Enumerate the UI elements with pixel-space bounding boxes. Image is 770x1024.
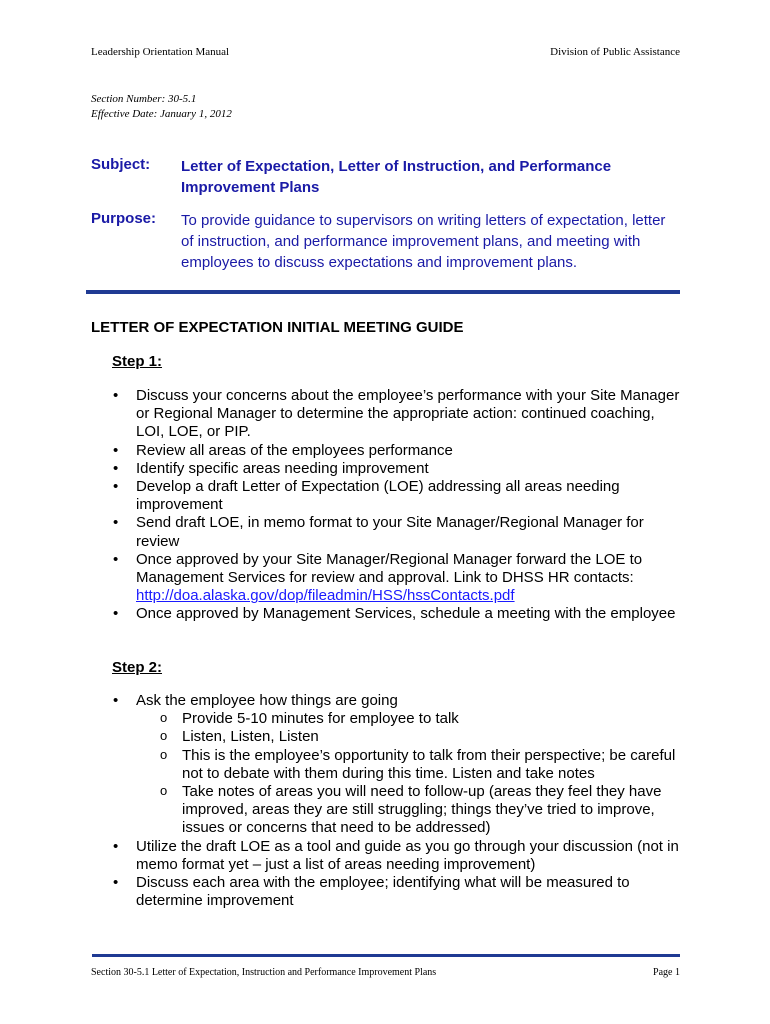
sub-list-item: o Take notes of areas you will need to follow-up (areas they feel they have improved, areas they are still struggling; things they’ve tried to improve, issues or concerns that need to be addressed) xyxy=(136,783,682,838)
list-item: • Once approved by Management Services, schedule a meeting with the employee xyxy=(112,605,682,623)
sub-list-item: o Provide 5-10 minutes for employee to talk xyxy=(136,710,682,728)
list-item-text: Ask the employee how things are going xyxy=(136,692,398,709)
purpose-value: To provide guidance to supervisors on writing letters of expectation, letter of instruction, and performance improvement plans, and meeting with employees to discuss expectations and improvement plans. xyxy=(181,212,666,271)
list-item: • Utilize the draft LOE as a tool and guide as you go through your discussion (not in memo format yet – just a list of areas needing improvement) xyxy=(112,838,682,874)
footer-divider xyxy=(92,954,680,957)
sub-list-item: o Listen, Listen, Listen xyxy=(136,728,682,746)
hr-contacts-link[interactable]: http://doa.alaska.gov/dop/fileadmin/HSS/hssContacts.pdf xyxy=(136,587,515,605)
list-item: • Review all areas of the employees performance xyxy=(112,442,682,460)
step1-list xyxy=(112,387,682,624)
footer-section-title: Section 30-5.1 Letter of Expectation, Instruction and Performance Improvement Plans xyxy=(91,967,437,978)
list-item: • Send draft LOE, in memo format to your Site Manager/Regional Manager for review xyxy=(112,514,682,550)
effective-date: Effective Date: January 1, 2012 xyxy=(91,108,232,120)
step1-title: Step 1: xyxy=(112,353,163,370)
step2-sublist xyxy=(136,710,682,837)
list-item: • Identify specific areas needing improvement xyxy=(112,460,682,478)
subject-label: Subject: xyxy=(91,156,151,173)
section-number: Section Number: 30-5.1 xyxy=(91,93,197,105)
header-division: Division of Public Assistance xyxy=(550,46,680,58)
purpose-label: Purpose: xyxy=(91,210,157,227)
sub-list-item: o This is the employee’s opportunity to talk from their perspective; be careful not to debate with them during this time. Listen and take notes xyxy=(136,747,682,783)
list-item xyxy=(112,692,682,838)
header-manual-title: Leadership Orientation Manual xyxy=(91,46,230,58)
step2-list xyxy=(112,692,682,910)
list-item: • Develop a draft Letter of Expectation (LOE) addressing all areas needing improvement xyxy=(112,478,682,514)
guide-title: LETTER OF EXPECTATION INITIAL MEETING GUIDE xyxy=(91,319,464,336)
list-item-text: Once approved by your Site Manager/Regional Manager forward the LOE to Management Services for review and approval. Link to DHSS HR contacts: xyxy=(136,550,643,587)
list-item: • Discuss each area with the employee; identifying what will be measured to determine improvement xyxy=(112,874,682,910)
step2-title: Step 2: xyxy=(112,659,163,676)
section-divider xyxy=(86,290,680,294)
list-item: • Discuss your concerns about the employee’s performance with your Site Manager or Regional Manager to determine the appropriate action: continued coaching, LOI, LOE, or PIP. xyxy=(112,387,682,442)
list-item xyxy=(112,551,682,606)
subject-value: Letter of Expectation, Letter of Instruction, and Performance Improvement Plans xyxy=(181,158,612,196)
page-number: Page 1 xyxy=(653,967,680,978)
section-meta xyxy=(91,92,232,122)
